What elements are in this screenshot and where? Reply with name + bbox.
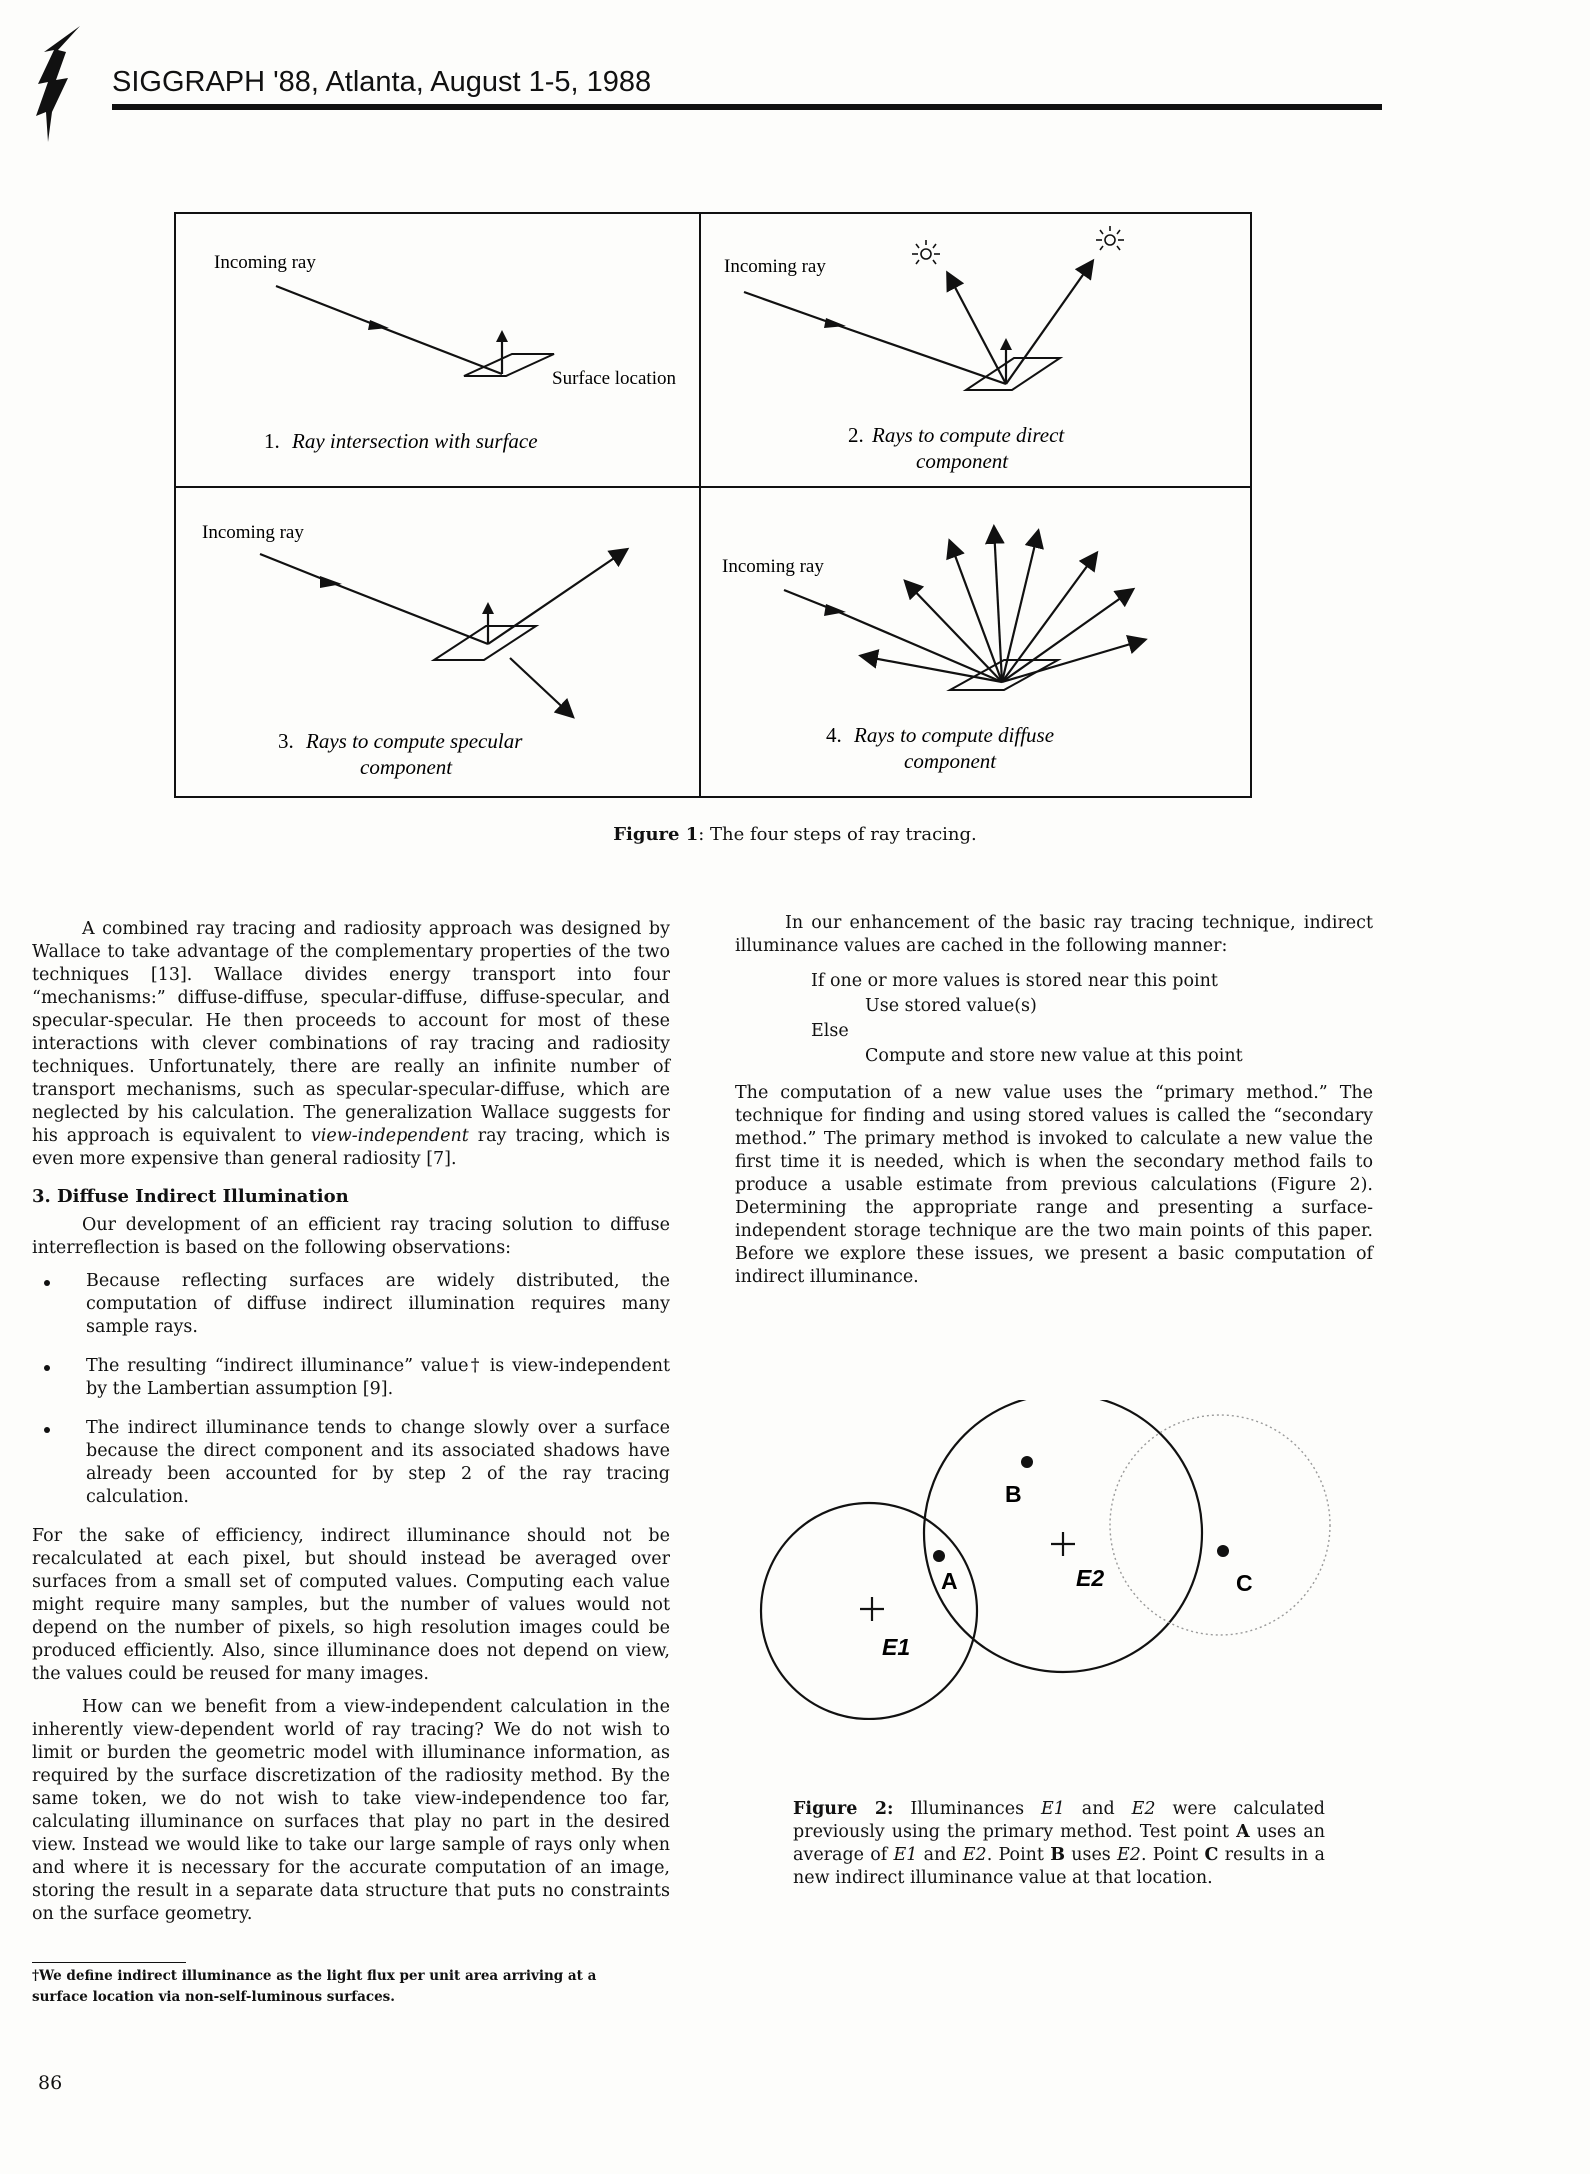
paragraph: How can we benefit from a view-independent calculation in the inherently view-dependent world of ray tracing? We do not wish to limit or burden the geometric model with illuminance information, as required by the surface discretization of the radiosity method. By the same token, we do not wish to take view-independence too far, calculating illuminance on surfaces that play no part in the desired view. Instead we would like to take our large sample of rays only when and where it is necessary for the accurate computation of an image, storing the result in a separate data structure that puts no constraints on the surface geometry. [32, 1697, 670, 1924]
panel-2-incoming-ray-label: Incoming ray [724, 256, 826, 277]
pseudocode-line: Compute and store new value at this point [865, 1046, 1243, 1066]
figure-2-caption: Figure 2: Illuminances E1 and E2 were calculated previously using the primary method. Test point A uses an average of E1 and E2. Point B uses E2. Point C results in a new indirect illuminance value at that location. [793, 1799, 1325, 1888]
panel-2 [744, 262, 1092, 390]
circle-c-dotted [1110, 1415, 1330, 1635]
list-item: The indirect illuminance tends to change slowly over a surface because the direct component and its associated shadows have already been accounted for by step 2 of the ray tracing calculation. [32, 1417, 670, 1509]
panel-4-caption-line-1: Rays to compute diffuse [854, 723, 1055, 747]
figure-1-caption [0, 824, 1590, 845]
point-b [1021, 1456, 1033, 1468]
label-e2: E2 [1076, 1565, 1105, 1591]
pseudocode-line: If one or more values is stored near this point [811, 971, 1218, 991]
pseudocode-line: Use stored value(s) [865, 996, 1037, 1016]
panel-3-caption-line-2: component [360, 755, 453, 779]
panel-1-incoming-ray-label: Incoming ray [214, 252, 316, 273]
panel-3-incoming-ray-label: Incoming ray [202, 522, 304, 543]
right-column [735, 912, 1373, 1299]
figure-1-caption-text: : The four steps of ray tracing. [698, 824, 977, 845]
panel-2-caption-line-1: Rays to compute direct [872, 423, 1065, 447]
point-a [933, 1550, 945, 1562]
panel-3 [260, 550, 626, 716]
running-header-title: SIGGRAPH '88, Atlanta, August 1-5, 1988 [112, 66, 652, 98]
list-item: Because reflecting surfaces are widely distributed, the computation of diffuse indirect illumination requires many sample rays. [32, 1270, 670, 1339]
page-number: 86 [38, 2072, 63, 2094]
panel-1-surface-location-label: Surface location [552, 368, 676, 389]
light-source-icon [912, 240, 940, 264]
left-column [32, 918, 670, 1936]
paragraph: The computation of a new value uses the “primary method.” The technique for finding and using stored values is called the “secondary method.” The primary method is invoked to calculate a new value the first time it is needed, which is when the secondary method fails to produce a usable estimate from previous calculations (Figure 2). Determining the appropriate range and presenting a surface-independent storage technique are the two main points of this paper. Before we explore these issues, we present a basic computation of indirect illuminance. [735, 1083, 1373, 1287]
label-e1: E1 [882, 1634, 911, 1660]
pseudocode-block [811, 970, 1373, 1068]
figure-2-diagram [750, 1400, 1350, 1720]
panel-3-caption-line-1: Rays to compute specular [306, 729, 523, 753]
header-rule [112, 104, 1382, 110]
label-c: C [1236, 1570, 1253, 1596]
emphasis: view-independent [310, 1126, 469, 1146]
panel-4-number: 4. [826, 723, 842, 747]
panel-1-number: 1. [264, 429, 280, 453]
panel-2-number: 2. [848, 423, 864, 447]
label-a: A [941, 1568, 958, 1594]
light-source-icon [1096, 226, 1124, 250]
figure-1-caption-label: Figure 1 [613, 824, 699, 845]
circle-e1 [761, 1503, 977, 1719]
footnote-rule [32, 1962, 186, 1963]
plus-marker-e2 [1051, 1532, 1075, 1556]
siggraph-logo-icon [18, 20, 108, 150]
panel-4 [784, 528, 1144, 690]
pseudocode-line: Else [811, 1021, 849, 1041]
label-b: B [1005, 1481, 1022, 1507]
panel-4-incoming-ray-label: Incoming ray [722, 556, 824, 577]
footnote: †We define indirect illuminance as the light flux per unit area arriving at a surface location via non-self-luminous surfaces. [32, 1968, 597, 2005]
point-c [1217, 1545, 1229, 1557]
panel-4-caption-line-2: component [904, 749, 997, 773]
list-item: The resulting “indirect illuminance” value† is view-independent by the Lambertian assumption [9]. [32, 1355, 670, 1401]
paragraph: A combined ray tracing and radiosity approach was designed by Wallace to take advantage of the complementary properties of the two techniques [13]. Wallace divides energy transport into four “mechanisms:” diffuse-diffuse, specular-diffuse, diffuse-specular, and specular-specular. He then proceeds to account for most of these interactions with clever combinations of ray tracing and radiosity techniques. Unfortunately, there are really an infinite number of transport mechanisms, such as specular-specular-diffuse, which are neglected by his calculation. The generalization Wallace suggests for his approach is equivalent to view-independent ray tracing, which is even more expensive than general radiosity [7]. [32, 919, 670, 1169]
observation-list [32, 1270, 670, 1509]
panel-3-number: 3. [278, 729, 294, 753]
figure-1-grid [175, 213, 1251, 797]
panel-1-caption: Ray intersection with surface [292, 429, 538, 453]
figure-1-diagram [174, 212, 1252, 798]
panel-2-caption-line-2: component [916, 449, 1009, 473]
paragraph: For the sake of efficiency, indirect illuminance should not be recalculated at each pixel, but should instead be averaged over surfaces from a small set of computed values. Computing each value might require many samples, but the number of values would not depend on the number of pixels, so high resolution images could be produced efficiently. Also, since illuminance does not depend on view, the values could be reused for many images. [32, 1526, 670, 1684]
paragraph: Our development of an efficient ray tracing solution to diffuse interreflection is based on the following observations: [32, 1215, 670, 1258]
section-heading: 3. Diffuse Indirect Illumination [32, 1186, 349, 1207]
panel-1 [276, 286, 554, 376]
paragraph: In our enhancement of the basic ray tracing technique, indirect illuminance values are cached in the following manner: [735, 913, 1373, 956]
plus-marker-e1 [860, 1597, 884, 1621]
